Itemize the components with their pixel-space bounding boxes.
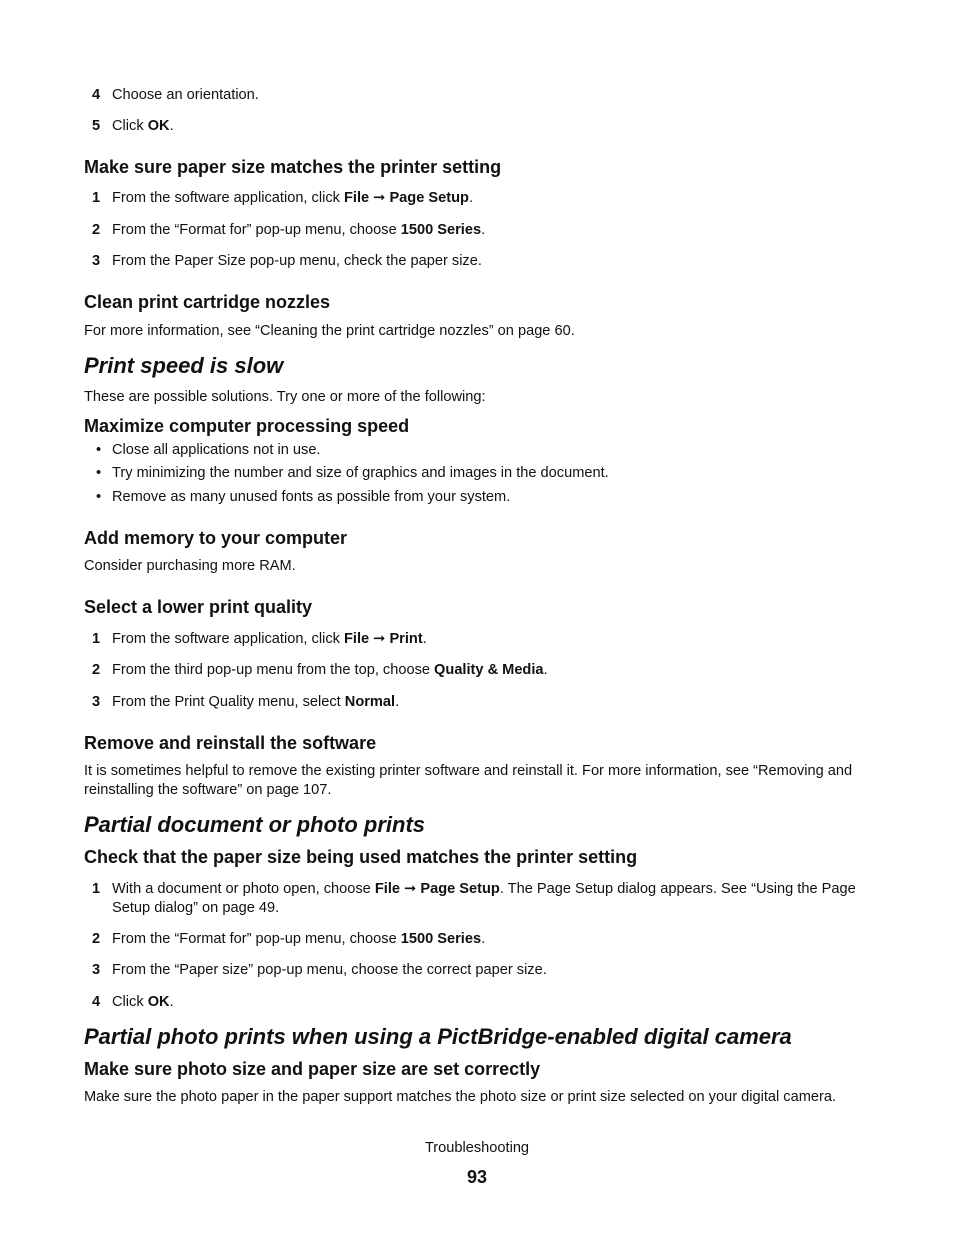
step-text: From the Paper Size pop-up menu, check the paper size. xyxy=(112,253,482,269)
step-text: From the “Format for” pop-up menu, choose 1500 Series. xyxy=(112,222,486,238)
step-number: 2 xyxy=(92,662,101,678)
bullet-icon: • xyxy=(96,442,102,458)
step-item xyxy=(84,693,874,712)
section-heading: Check that the paper size being used matches the printer setting xyxy=(84,847,638,867)
bullet-icon: • xyxy=(96,489,102,505)
footer-section-label: Troubleshooting xyxy=(424,1140,530,1156)
step-text: Click OK. xyxy=(112,994,174,1010)
step-number: 5 xyxy=(92,118,101,134)
step-text: From the software application, click File ➞ Print. xyxy=(112,631,427,647)
step-number: 1 xyxy=(92,881,101,897)
paragraph: Make sure the photo paper in the paper support matches the photo size or print size selected on your digital camera. xyxy=(84,1089,837,1105)
bullet-item xyxy=(84,464,874,483)
step-number: 4 xyxy=(92,994,101,1010)
paragraph: These are possible solutions. Try one or more of the following: xyxy=(84,389,486,405)
page-number: 93 xyxy=(466,1167,488,1187)
bullet-item xyxy=(84,441,874,460)
step-text: Click OK. xyxy=(112,118,174,134)
step-item xyxy=(84,993,874,1012)
bullet-icon: • xyxy=(96,465,102,481)
section-heading: Remove and reinstall the software xyxy=(84,733,377,753)
step-item xyxy=(84,661,874,680)
step-item xyxy=(84,86,874,105)
section-heading: Maximize computer processing speed xyxy=(84,416,410,436)
section-heading: Clean print cartridge nozzles xyxy=(84,292,331,312)
step-number: 3 xyxy=(92,694,101,710)
section-heading: Add memory to your computer xyxy=(84,528,348,548)
step-item xyxy=(84,930,874,949)
step-item xyxy=(84,221,874,240)
step-number: 3 xyxy=(92,962,101,978)
topic-title: Partial photo prints when using a PictBridge-enabled digital camera xyxy=(84,1024,792,1049)
step-item xyxy=(84,880,874,918)
step-text: From the Print Quality menu, select Normal. xyxy=(112,694,400,710)
step-text: From the third pop-up menu from the top, choose Quality & Media. xyxy=(112,662,548,678)
step-item xyxy=(84,630,874,649)
step-item xyxy=(84,961,874,980)
paragraph: Consider purchasing more RAM. xyxy=(84,558,296,574)
step-item xyxy=(84,117,874,136)
bullet-text: Close all applications not in use. xyxy=(112,442,321,458)
section-heading: Make sure photo size and paper size are set correctly xyxy=(84,1059,541,1079)
step-number: 2 xyxy=(92,222,101,238)
step-number: 1 xyxy=(92,190,101,206)
step-text: With a document or photo open, choose File ➞ Page Setup. The Page Setup dialog appears. See “Using the Page Setup dialog” on page 49. xyxy=(112,881,856,916)
step-number: 1 xyxy=(92,631,101,647)
bullet-text: Remove as many unused fonts as possible from your system. xyxy=(112,489,511,505)
step-text: From the software application, click File ➞ Page Setup. xyxy=(112,190,473,206)
topic-title: Print speed is slow xyxy=(84,353,284,378)
topic-title: Partial document or photo prints xyxy=(84,812,426,837)
step-text: From the “Paper size” pop-up menu, choose the correct paper size. xyxy=(112,962,547,978)
step-text: From the “Format for” pop-up menu, choose 1500 Series. xyxy=(112,931,486,947)
section-heading: Make sure paper size matches the printer setting xyxy=(84,157,502,177)
paragraph: It is sometimes helpful to remove the existing printer software and reinstall it. For more information, see “Removing and reinstalling the software” on page 107. xyxy=(84,763,853,798)
step-number: 4 xyxy=(92,87,101,103)
step-number: 3 xyxy=(92,253,101,269)
section-heading: Select a lower print quality xyxy=(84,597,313,617)
paragraph: For more information, see “Cleaning the print cartridge nozzles” on page 60. xyxy=(84,323,575,339)
step-item xyxy=(84,189,874,208)
bullet-text: Try minimizing the number and size of graphics and images in the document. xyxy=(112,465,609,481)
step-number: 2 xyxy=(92,931,101,947)
step-text: Choose an orientation. xyxy=(112,87,259,103)
bullet-item xyxy=(84,488,874,507)
step-item xyxy=(84,252,874,271)
